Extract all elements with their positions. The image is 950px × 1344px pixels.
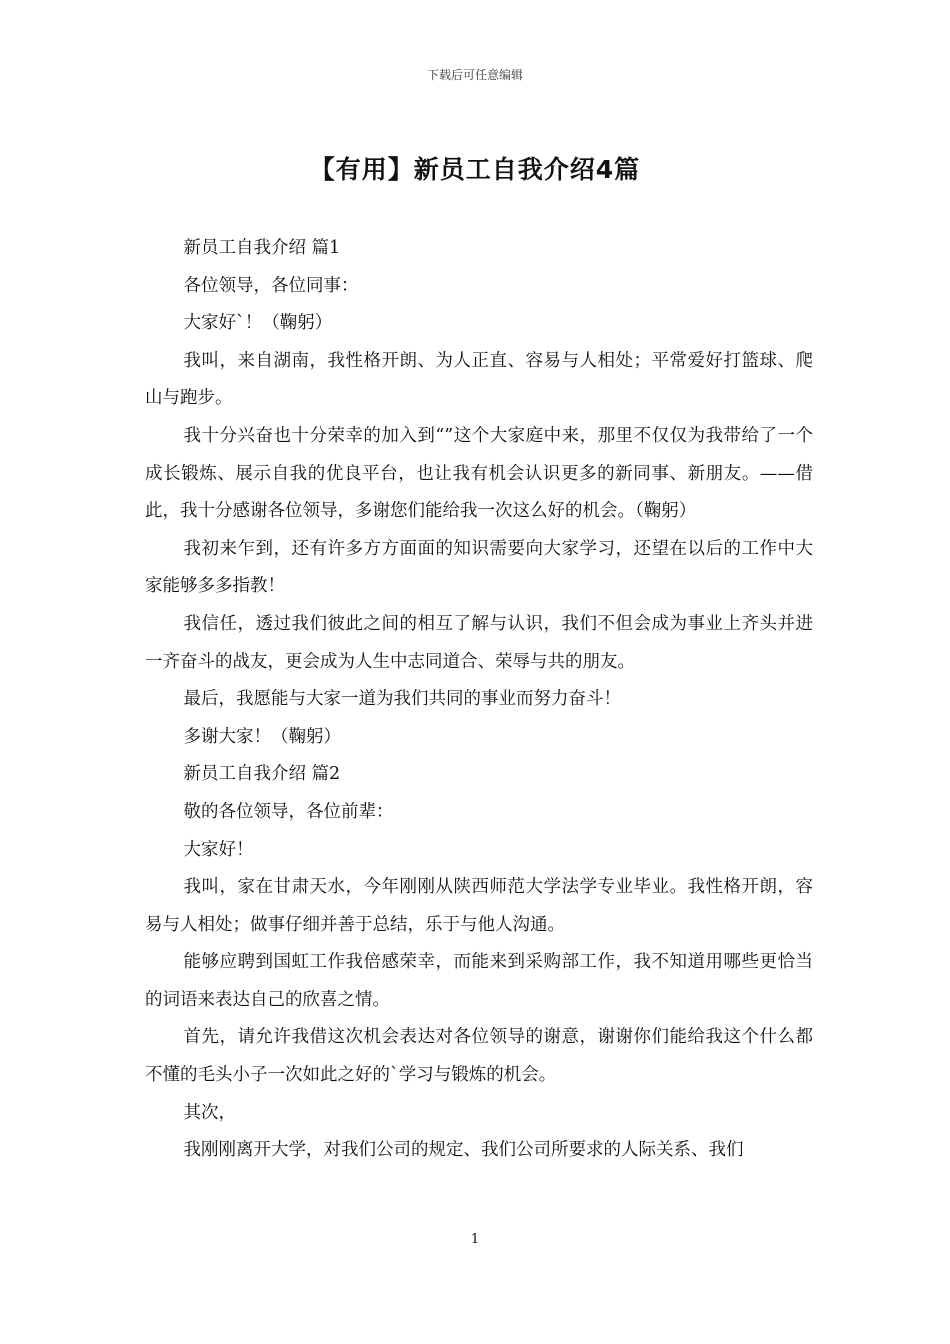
paragraph: 首先，请允许我借这次机会表达对各位领导的谢意，谢谢你们能给我这个什么都不懂的毛头小子一次如此之好的`学习与锻炼的机会。 bbox=[145, 1027, 813, 1086]
paragraph: 我十分兴奋也十分荣幸的加入到“”这个大家庭中来，那里不仅仅为我带给了一个成长锻炼、展示自我的优良平台，也让我有机会认识更多的新同事、新朋友。——借此，我十分感谢各位领导，多谢您们能给我一次这么好的机会。（鞠躬） bbox=[145, 425, 813, 522]
page-number: 1 bbox=[470, 1232, 480, 1247]
paragraph: 新员工自我介绍 篇2 bbox=[183, 764, 341, 785]
paragraph: 我信任，透过我们彼此之间的相互了解与认识，我们不但会成为事业上齐头并进一齐奋斗的战友，更会成为人生中志同道合、荣辱与共的朋友。 bbox=[145, 613, 813, 672]
paragraph: 最后，我愿能与大家一道为我们共同的事业而努力奋斗！ bbox=[183, 689, 621, 710]
paragraph: 能够应聘到国虹工作我倍感荣幸，而能来到采购部工作，我不知道用哪些更恰当的词语来表达自己的欣喜之情。 bbox=[145, 952, 813, 1010]
paragraph: 大家好！ bbox=[183, 839, 254, 860]
document-body bbox=[145, 230, 813, 1170]
paragraph: 我初来乍到，还有许多方方面面的知识需要向大家学习，还望在以后的工作中大家能够多多指教！ bbox=[145, 538, 813, 597]
paragraph: 大家好`！（鞠躬） bbox=[183, 313, 333, 334]
page-header: 下载后可任意编辑 bbox=[426, 68, 523, 82]
document-title: 【有用】新员工自我介绍4篇 bbox=[309, 155, 641, 184]
paragraph: 敬的各位领导，各位前辈： bbox=[183, 801, 394, 822]
paragraph: 多谢大家！（鞠躬） bbox=[183, 726, 341, 747]
paragraph: 我叫，来自湖南，我性格开朗、为人正直、容易与人相处；平常爱好打篮球、爬山与跑步。 bbox=[145, 350, 813, 409]
paragraph: 我刚刚离开大学，对我们公司的规定、我们公司所要求的人际关系、我们 bbox=[183, 1140, 744, 1161]
paragraph: 其次， bbox=[183, 1102, 236, 1123]
paragraph: 我叫，家在甘肃天水，今年刚刚从陕西师范大学法学专业毕业。我性格开朗，容易与人相处；做事仔细并善于总结，乐于与他人沟通。 bbox=[145, 877, 813, 935]
paragraph: 各位领导，各位同事： bbox=[183, 275, 359, 296]
paragraph: 新员工自我介绍 篇1 bbox=[183, 238, 341, 258]
